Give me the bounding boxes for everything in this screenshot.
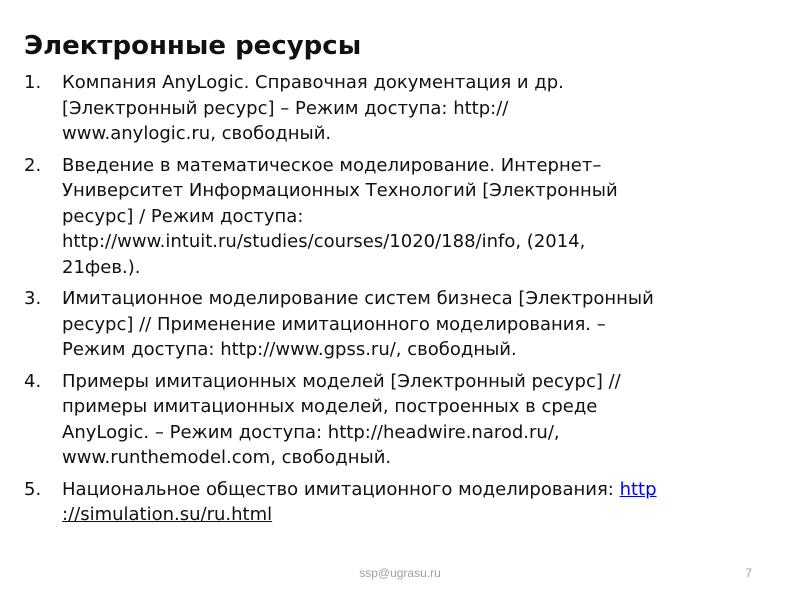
reference-line: 21фев.). [62,256,141,278]
reference-line: Введение в математическое моделирование. Интернет– [62,154,602,176]
slide-title: Электронные ресурсы [24,31,362,61]
footer-email: ssp@ugrasu.ru [359,566,441,580]
reference-line: ресурс] / Режим доступа: [62,205,304,227]
page-number: 7 [745,566,752,580]
reference-line: примеры имитационных моделей, построенных в среде [62,396,598,417]
reference-line: Режим доступа: http://www.gpss.ru/, свободный. [62,339,517,360]
reference-item-2 [24,153,764,281]
reference-number: 2. [24,154,42,176]
reference-line: www.runthemodel.com, свободный. [62,447,392,468]
reference-number: 3. [24,288,42,309]
reference-line: Примеры имитационных моделей [Электронный ресурс] // [62,370,621,392]
reference-item-4 [24,369,764,471]
reference-number: 4. [24,370,42,392]
reference-item-1 [24,70,764,147]
reference-line: www.anylogic.ru, свободный. [62,123,332,144]
reference-text: Национальное общество имитационного моделирования: [62,478,620,500]
reference-line: Университет Информационных Технологий [Электронный [62,180,618,201]
reference-line [62,502,764,528]
reference-line: AnyLogic. – Режим доступа: http://headwire.narod.ru/, [62,421,560,443]
simulation-link[interactable]: http [619,478,657,500]
reference-line [62,477,764,503]
reference-number: 1. [24,72,42,93]
reference-number: 5. [24,478,42,500]
simulation-link-continuation[interactable]: ://simulation.su/ru.html [62,504,273,525]
reference-item-3 [24,286,764,363]
reference-line: http://www.intuit.ru/studies/courses/1020/188/info, (2014, [62,231,586,252]
reference-line: Имитационное моделирование систем бизнеса [Электронный [62,288,654,309]
reference-line: ресурс] // Применение имитационного моделирования. – [62,313,606,335]
reference-line: Компания AnyLogic. Справочная документация и др. [62,72,564,93]
reference-line: [Электронный ресурс] – Режим доступа: http:// [62,97,509,119]
reference-item-5 [24,477,764,528]
reference-list [24,70,764,534]
